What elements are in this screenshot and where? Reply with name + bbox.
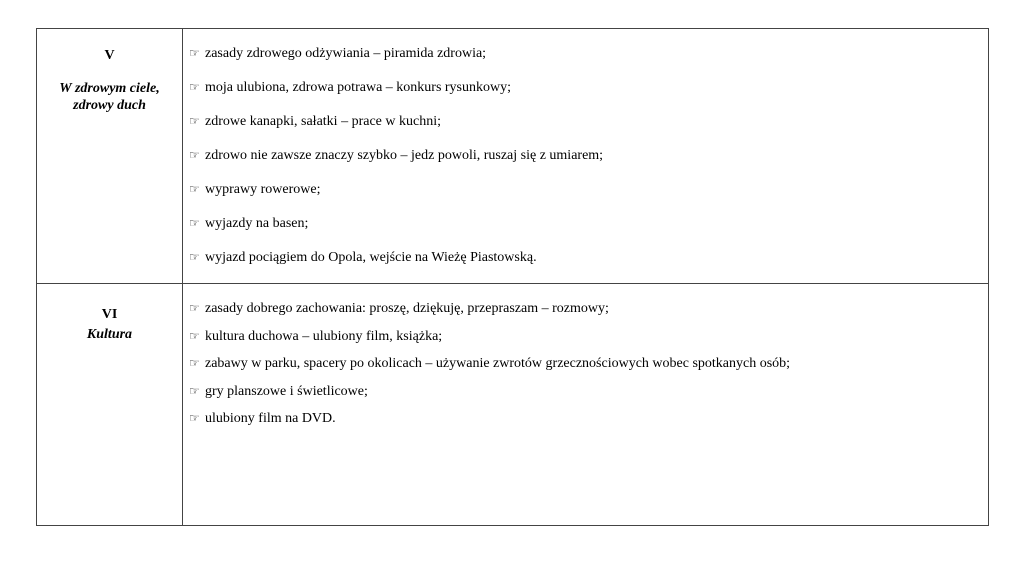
list-item-text: gry planszowe i świetlicowe;	[205, 383, 368, 399]
pointing-hand-icon: ☞	[189, 301, 200, 315]
list-item	[189, 79, 988, 113]
list-item	[189, 181, 988, 215]
list-item-text: wyjazdy na basen;	[205, 216, 309, 231]
list-item	[189, 147, 988, 181]
list-item-text: zabawy w parku, spacery po okolicach – używanie zwrotów grzecznościowych wobec spotkanych osób;	[205, 356, 791, 371]
module-row	[37, 284, 989, 526]
list-item	[189, 45, 988, 79]
module-row	[37, 29, 989, 284]
list-item-text: wyprawy rowerowe;	[205, 182, 321, 197]
pointing-hand-icon: ☞	[189, 80, 200, 94]
pointing-hand-icon: ☞	[189, 383, 200, 398]
pointing-hand-icon: ☞	[189, 216, 200, 230]
pointing-hand-icon: ☞	[189, 328, 200, 343]
list-item	[189, 249, 988, 283]
pointing-hand-icon: ☞	[189, 46, 200, 60]
module-number: V	[104, 48, 115, 63]
list-item	[189, 113, 988, 147]
module-title: W zdrowym ciele, zdrowy duch	[59, 81, 160, 113]
list-item	[189, 410, 988, 438]
list-item-text: wyjazd pociągiem do Opola, wejście na Wieżę Piastowską.	[205, 250, 537, 265]
list-item-text: zasady dobrego zachowania: proszę, dziękuję, przepraszam – rozmowy;	[205, 301, 609, 316]
module-title: Kultura	[86, 327, 133, 342]
pointing-hand-icon: ☞	[189, 356, 200, 370]
pointing-hand-icon: ☞	[189, 250, 200, 264]
list-item-text: kultura duchowa – ulubiony film, książka;	[205, 328, 443, 344]
list-item	[189, 328, 988, 356]
module-content-cell	[183, 284, 989, 526]
module-header-cell	[37, 29, 183, 284]
program-table	[36, 28, 989, 526]
list-item-text: zdrowo nie zawsze znaczy szybko – jedz powoli, ruszaj się z umiarem;	[205, 148, 604, 163]
list-item-text: zasady zdrowego odżywiania – piramida zdrowia;	[205, 46, 487, 61]
list-item	[189, 383, 988, 411]
list-item-text: zdrowe kanapki, sałatki – prace w kuchni;	[205, 114, 441, 129]
pointing-hand-icon: ☞	[189, 148, 200, 162]
module-number: VI	[101, 307, 118, 322]
list-item-text: ulubiony film na DVD.	[205, 411, 336, 426]
activity-list	[183, 29, 988, 283]
activity-list	[183, 284, 988, 438]
module-content-cell	[183, 29, 989, 284]
list-item	[189, 355, 988, 383]
pointing-hand-icon: ☞	[189, 182, 200, 196]
pointing-hand-icon: ☞	[189, 114, 200, 128]
list-item	[189, 300, 988, 328]
pointing-hand-icon: ☞	[189, 411, 200, 425]
list-item	[189, 215, 988, 249]
module-header-cell	[37, 284, 183, 526]
list-item-text: moja ulubiona, zdrowa potrawa – konkurs rysunkowy;	[205, 80, 511, 95]
